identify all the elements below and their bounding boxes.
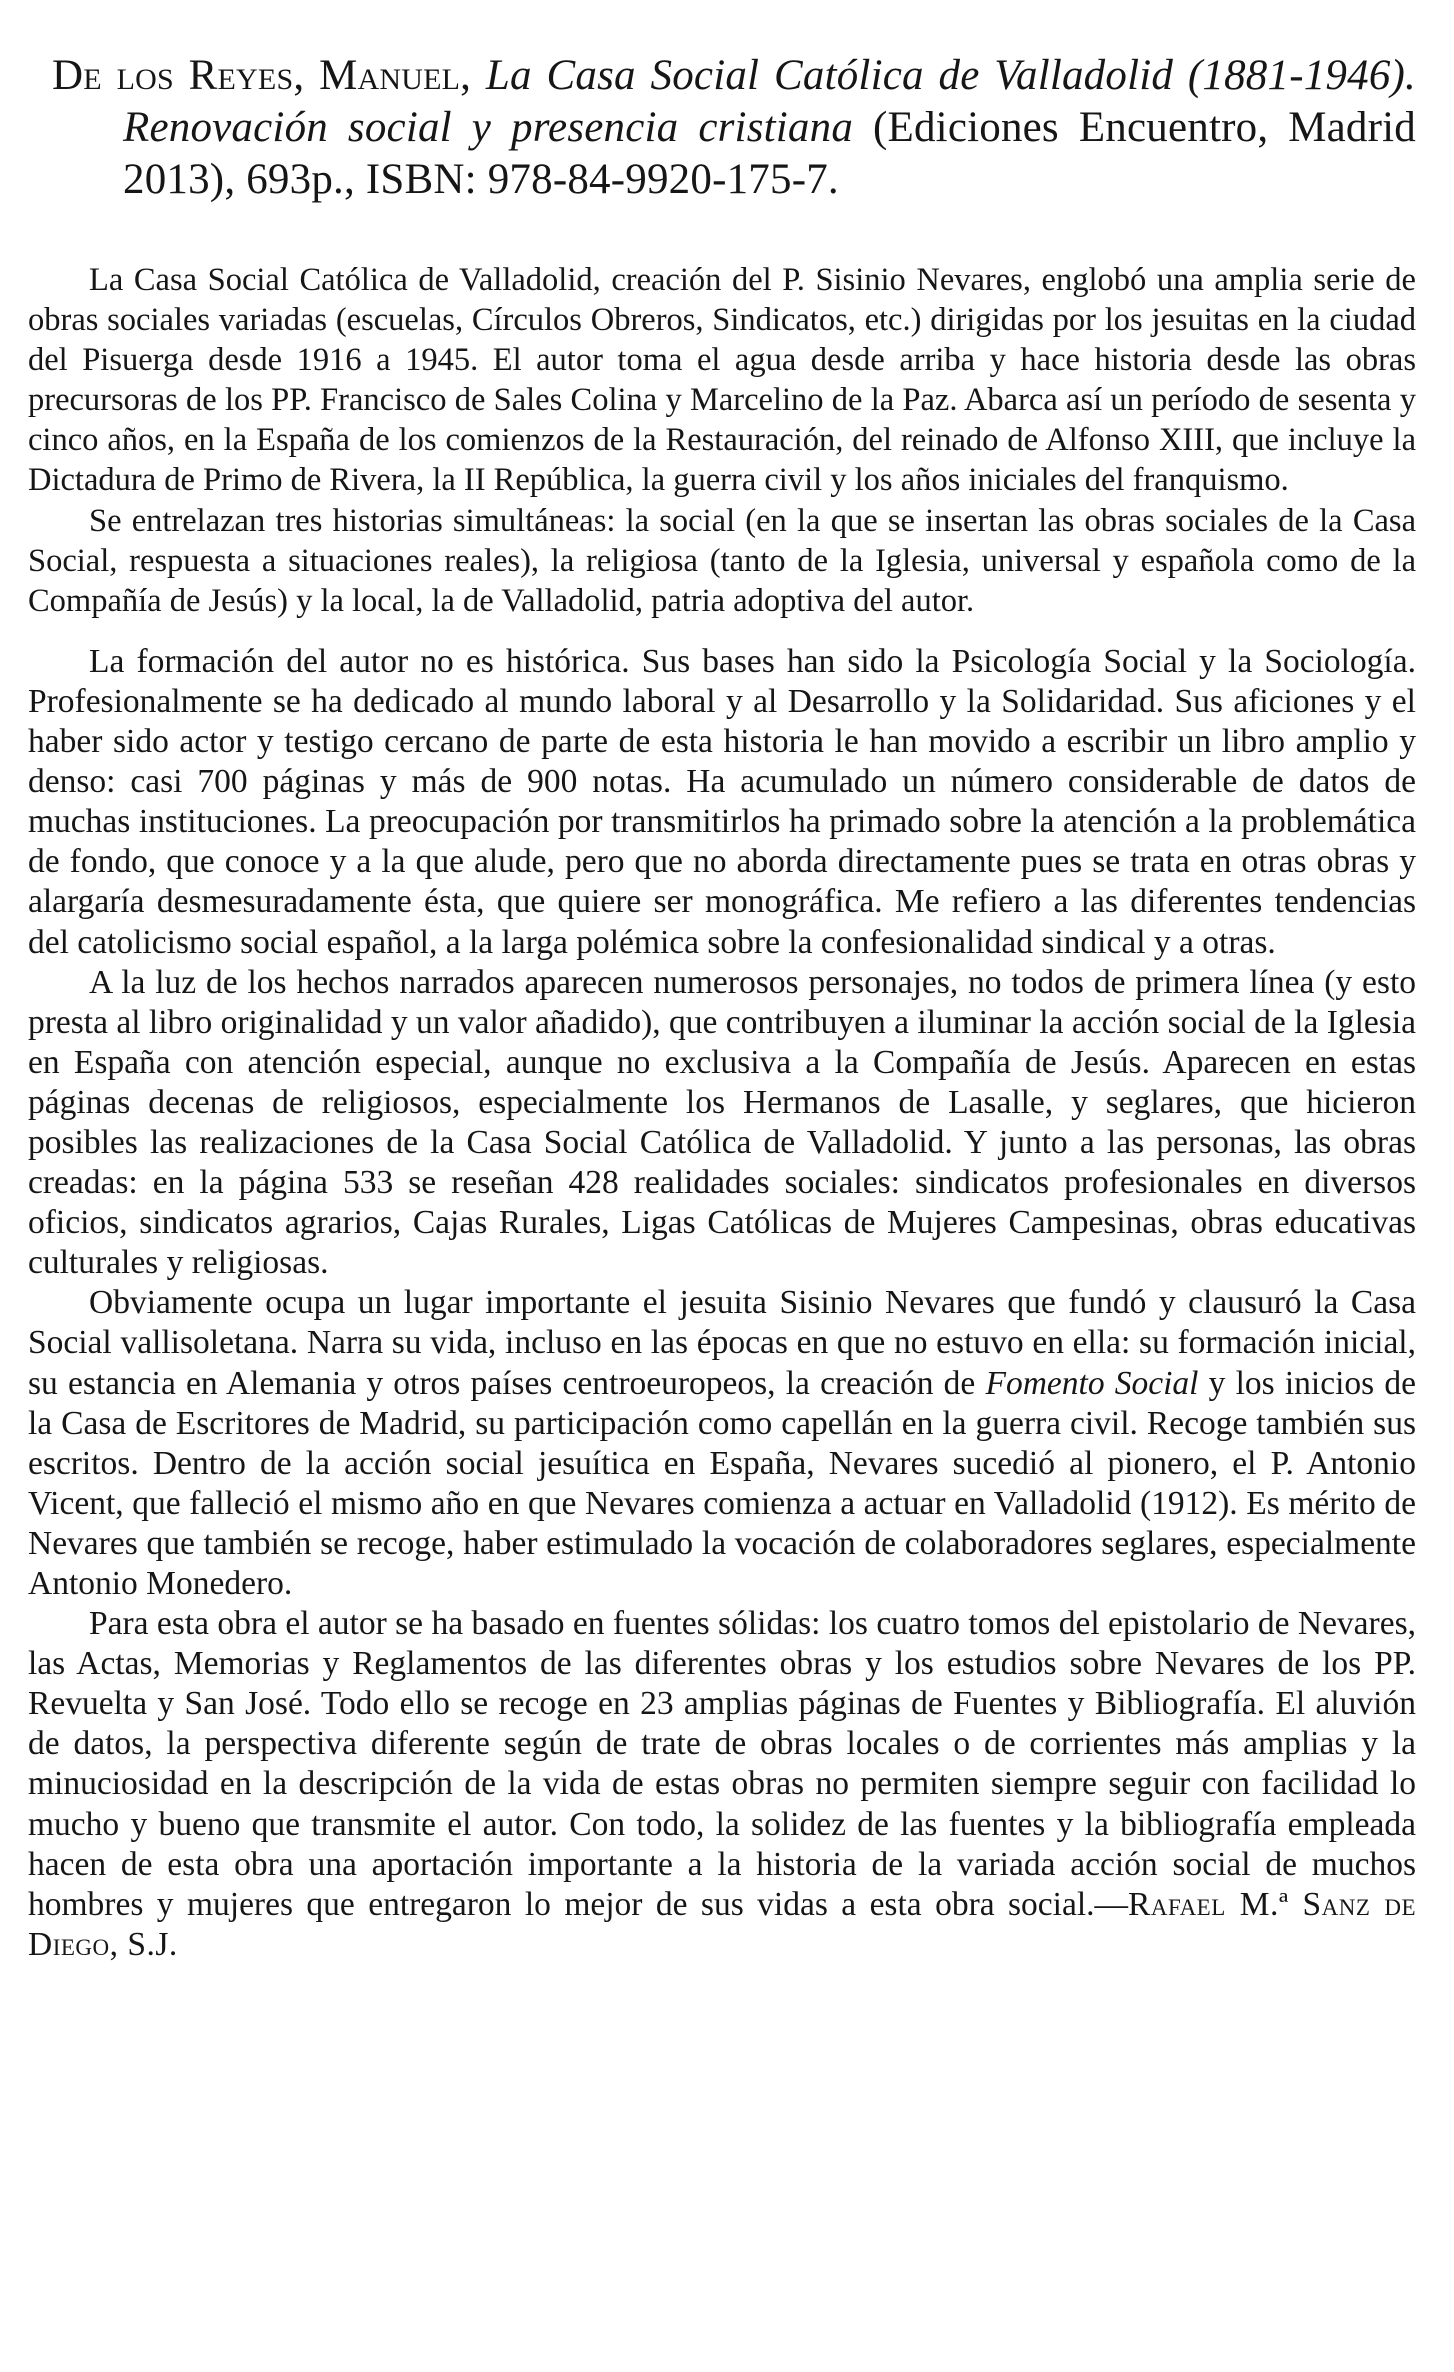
review-paragraph: La Casa Social Católica de Valladolid, creación del P. Sisinio Nevares, englobó una amplia serie de obras sociales variadas (escuelas, Círculos Obreros, Sindicatos, etc.) dirigidas por los jesuitas en la ciudad del Pisuerga desde 1916 a 1945. El autor toma el agua desde arriba y hace historia desde las obras precursoras de los PP. Francisco de Sales Colina y Marcelino de la Paz. Abarca así un período de sesenta y cinco años, en la España de los comienzos de la Restauración, del reinado de Alfonso XIII, que incluye la Dictadura de Primo de Rivera, la II República, la guerra civil y los años iniciales del franquismo. [28, 262, 1416, 499]
review-body-part-1 [28, 260, 1416, 621]
paragraph-text: Para esta obra el autor se ha basado en fuentes sólidas: los cuatro tomos del epistolario de Nevares, las Actas, Memorias y Reglamentos de las diferentes obras y los estudios sobre Nevares de los PP. Revuelta y San José. Todo ello se recoge en 23 amplias páginas de Fuentes y Bibliografía. El aluvión de datos, la perspectiva diferente según de trate de obras locales o de corrientes más amplias y la minuciosidad en la descripción de la vida de estas obras no permiten siempre seguir con facilidad lo mucho y bueno que transmite el autor. Con todo, la solidez de las fuentes y la bibliografía empleada hacen de esta obra una aportación importante a la historia de la variada acción social de muchos hombres y mujeres que entregaron lo mejor de sus vidas a esta obra social. [28, 1605, 1416, 1923]
reviewer-name: Rafael M.ª Sanz de Diego, S.J. [28, 1885, 1416, 1963]
paragraph-text: Obviamente ocupa un lugar importante el jesuita Sisinio Nevares que fundó y clausuró la Casa Social vallisoletana. Narra su vida, incluso en las épocas en que no estuvo en ella: su formación inicial, su estancia en Alemania y otros países centroeuropeos, la creación de [28, 1284, 1416, 1402]
review-body-part-2 [28, 642, 1416, 1965]
section-gap [28, 621, 1416, 642]
review-paragraph [28, 1604, 1416, 1965]
review-paragraph: A la luz de los hechos narrados aparecen numerosos personajes, no todos de primera línea (y esto presta al libro originalidad y un valor añadido), que contribuyen a iluminar la acción social de la Iglesia en España con atención especial, aunque no exclusiva a la Compañía de Jesús. Aparecen en estas páginas decenas de religiosos, especialmente los Hermanos de Lasalle, y seglares, que hicieron posibles las realizaciones de la Casa Social Católica de Valladolid. Y junto a las personas, las obras creadas: en la página 533 se reseñan 428 realidades sociales: sindicatos profesionales en diversos oficios, sindicatos agrarios, Cajas Rurales, Ligas Católicas de Mujeres Campesinas, obras educativas culturales y religiosas. [28, 963, 1416, 1282]
italic-work-title: Fomento Social [985, 1364, 1199, 1402]
review-page [28, 50, 1416, 1965]
review-paragraph: Se entrelazan tres historias simultáneas: la social (en la que se insertan las obras sociales de la Casa Social, respuesta a situaciones reales), la religiosa (tanto de la Iglesia, universal y española como de la Compañía de Jesús) y la local, la de Valladolid, patria adoptiva del autor. [28, 502, 1416, 619]
book-title: La Casa Social Católica de Valladolid (1881-1946). Renovación social y presencia cristiana [123, 52, 1416, 151]
review-paragraph: La formación del autor no es histórica. Sus bases han sido la Psicología Social y la Sociología. Profesionalmente se ha dedicado al mundo laboral y al Desarrollo y la Solidaridad. Sus aficiones y el haber sido actor y testigo cercano de parte de esta historia le han movido a escribir un libro amplio y denso: casi 700 páginas y más de 900 notas. Ha acumulado un número considerable de datos de muchas instituciones. La preocupación por transmitirlos ha primado sobre la atención a la problemática de fondo, que conoce y a la que alude, pero que no aborda directamente pues se trata en otras obras y alargaría desmesuradamente ésta, que quiere ser monográfica. Me refiero a las diferentes tendencias del catolicismo social español, a la larga polémica sobre la confesionalidad sindical y a otras. [28, 642, 1416, 961]
signature-dash: — [1094, 1885, 1129, 1923]
bibliographic-heading: De los Reyes, Manuel, La Casa Social Católica de Valladolid (1881-1946). Renovación social y presencia cristiana (Ediciones Encuentro, Madrid 2013), 693p., ISBN: 978-84-9920-175-7. [52, 52, 1416, 203]
book-publication: (Ediciones Encuentro, Madrid 2013), 693p., ISBN: 978-84-9920-175-7. [123, 104, 1416, 203]
paragraph-text: y los inicios de la Casa de Escritores de Madrid, su participación como capellán en la guerra civil. Recoge también sus escritos. Dentro de la acción social jesuítica en España, Nevares sucedió al pionero, el P. Antonio Vicent, que falleció el mismo año en que Nevares comienza a actuar en Valladolid (1912). Es mérito de Nevares que también se recoge, haber estimulado la vocación de colaboradores seglares, especialmente Antonio Monedero. [28, 1364, 1416, 1602]
review-paragraph [28, 1283, 1416, 1604]
book-author: De los Reyes, Manuel [52, 52, 461, 99]
